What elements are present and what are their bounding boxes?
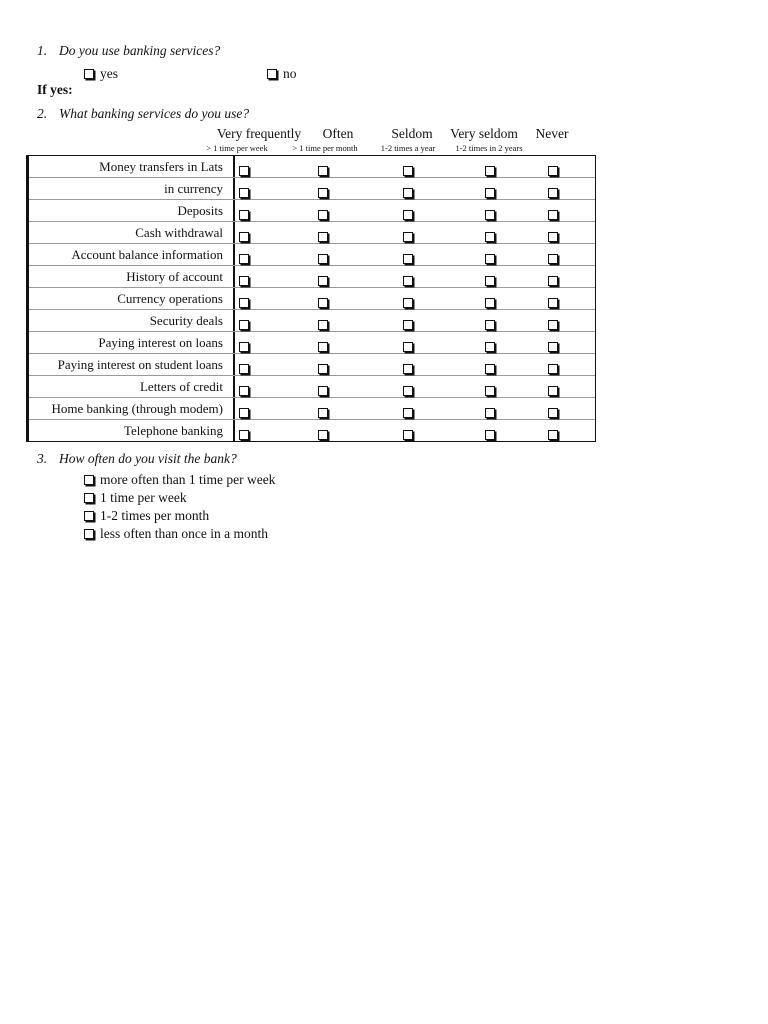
checkbox-icon[interactable]: [318, 254, 328, 264]
frequency-checkbox-col-3[interactable]: [403, 427, 413, 445]
checkbox-icon[interactable]: [318, 232, 328, 242]
column-sub-very-frequently: > 1 time per week: [206, 143, 268, 153]
checkbox-icon[interactable]: [318, 386, 328, 396]
checkbox-icon[interactable]: [485, 430, 495, 440]
checkbox-icon[interactable]: [403, 188, 413, 198]
checkbox-icon[interactable]: [485, 210, 495, 220]
question-1: [37, 43, 220, 59]
frequency-checkbox-col-2[interactable]: [318, 427, 328, 445]
question-3-text: How often do you visit the bank?: [59, 451, 237, 466]
table-row: [29, 200, 595, 222]
row-label: in currency: [164, 181, 223, 196]
frequency-checkbox-col-4[interactable]: [485, 427, 495, 445]
if-yes-label: If yes:: [37, 82, 73, 97]
row-label: Deposits: [177, 203, 223, 218]
checkbox-icon[interactable]: [318, 188, 328, 198]
row-label: Security deals: [149, 313, 223, 328]
checkbox-icon[interactable]: [239, 408, 249, 418]
column-sub-very-seldom: 1-2 times in 2 years: [455, 143, 523, 153]
checkbox-icon[interactable]: [239, 254, 249, 264]
checkbox-icon[interactable]: [239, 364, 249, 374]
question-2-number: 2.: [37, 106, 48, 121]
table-row: [29, 156, 595, 178]
row-label: History of account: [126, 269, 223, 284]
checkbox-icon[interactable]: [548, 166, 558, 176]
table-row: [29, 266, 595, 288]
column-sub-often: > 1 time per month: [292, 143, 358, 153]
checkbox-icon[interactable]: [485, 386, 495, 396]
q3-option-4[interactable]: [84, 526, 268, 542]
column-header-very-seldom: Very seldom: [450, 126, 518, 141]
checkbox-icon[interactable]: [403, 254, 413, 264]
checkbox-icon[interactable]: [485, 232, 495, 242]
table-row: [29, 244, 595, 266]
checkbox-icon[interactable]: [84, 493, 94, 503]
checkbox-icon[interactable]: [318, 298, 328, 308]
checkbox-icon[interactable]: [485, 408, 495, 418]
checkbox-icon[interactable]: [267, 69, 277, 79]
column-sub-seldom: 1-2 times a year: [380, 143, 436, 153]
row-label: Telephone banking: [123, 423, 223, 438]
checkbox-icon[interactable]: [485, 188, 495, 198]
checkbox-icon[interactable]: [548, 342, 558, 352]
checkbox-icon[interactable]: [403, 298, 413, 308]
checkbox-icon[interactable]: [403, 320, 413, 330]
table-row: [29, 222, 595, 244]
checkbox-icon[interactable]: [318, 320, 328, 330]
q3-option-2-label: 1 time per week: [100, 490, 187, 505]
checkbox-icon[interactable]: [84, 69, 94, 79]
checkbox-icon[interactable]: [239, 430, 249, 440]
checkbox-icon[interactable]: [403, 232, 413, 242]
table-row: [29, 310, 595, 332]
checkbox-icon[interactable]: [239, 188, 249, 198]
checkbox-icon[interactable]: [403, 210, 413, 220]
checkbox-icon[interactable]: [403, 166, 413, 176]
checkbox-icon[interactable]: [318, 276, 328, 286]
checkbox-icon[interactable]: [239, 298, 249, 308]
checkbox-icon[interactable]: [318, 166, 328, 176]
table-row: [29, 332, 595, 354]
checkbox-icon[interactable]: [403, 342, 413, 352]
table-row: [29, 398, 595, 420]
q3-option-1[interactable]: [84, 472, 275, 488]
frequency-checkbox-col-1[interactable]: [239, 427, 249, 445]
checkbox-icon[interactable]: [403, 408, 413, 418]
question-3-number: 3.: [37, 451, 48, 466]
checkbox-icon[interactable]: [84, 529, 94, 539]
row-label: Money transfers in Lats: [99, 159, 223, 174]
checkbox-icon[interactable]: [548, 386, 558, 396]
frequency-checkbox-col-5[interactable]: [548, 427, 558, 445]
checkbox-icon[interactable]: [485, 276, 495, 286]
row-label: Currency operations: [117, 291, 223, 306]
row-label: Letters of credit: [139, 379, 223, 394]
checkbox-icon[interactable]: [485, 364, 495, 374]
checkbox-icon[interactable]: [318, 408, 328, 418]
q1-option-no[interactable]: [267, 66, 297, 82]
row-label: Account balance information: [71, 247, 223, 262]
checkbox-icon[interactable]: [548, 210, 558, 220]
checkbox-icon[interactable]: [403, 430, 413, 440]
column-header-seldom: Seldom: [391, 126, 433, 141]
checkbox-icon[interactable]: [548, 298, 558, 308]
row-label: Home banking (through modem): [51, 401, 223, 416]
table-row: [29, 376, 595, 398]
checkbox-icon[interactable]: [548, 320, 558, 330]
table-row: [29, 420, 595, 442]
checkbox-icon[interactable]: [485, 320, 495, 330]
checkbox-icon[interactable]: [403, 386, 413, 396]
column-header-very-frequently: Very frequently: [216, 126, 302, 141]
checkbox-icon[interactable]: [403, 276, 413, 286]
checkbox-icon[interactable]: [239, 320, 249, 330]
table-row: [29, 354, 595, 376]
question-1-number: 1.: [37, 43, 48, 58]
table-row: [29, 288, 595, 310]
checkbox-icon[interactable]: [485, 342, 495, 352]
checkbox-icon[interactable]: [548, 408, 558, 418]
question-2: [37, 106, 249, 122]
checkbox-icon[interactable]: [548, 232, 558, 242]
checkbox-icon[interactable]: [403, 364, 413, 374]
q3-option-3-label: 1-2 times per month: [100, 508, 210, 523]
checkbox-icon[interactable]: [548, 430, 558, 440]
checkbox-icon[interactable]: [485, 166, 495, 176]
checkbox-icon[interactable]: [318, 364, 328, 374]
checkbox-icon[interactable]: [239, 232, 249, 242]
row-label: Cash withdrawal: [135, 225, 223, 240]
q1-option-no-label: no: [283, 66, 297, 81]
checkbox-icon[interactable]: [84, 475, 94, 485]
q3-option-3[interactable]: [84, 508, 209, 524]
column-header-never: Never: [535, 126, 569, 141]
checkbox-icon[interactable]: [548, 254, 558, 264]
checkbox-icon[interactable]: [84, 511, 94, 521]
row-label: Paying interest on student loans: [57, 357, 223, 372]
q1-option-yes[interactable]: [84, 66, 118, 82]
checkbox-icon[interactable]: [239, 166, 249, 176]
checkbox-icon[interactable]: [239, 386, 249, 396]
q1-option-yes-label: yes: [100, 66, 118, 81]
checkbox-icon[interactable]: [239, 276, 249, 286]
q3-option-4-label: less often than once in a month: [100, 526, 268, 541]
checkbox-icon[interactable]: [239, 210, 249, 220]
checkbox-icon[interactable]: [485, 254, 495, 264]
checkbox-icon[interactable]: [485, 298, 495, 308]
question-2-text: What banking services do you use?: [59, 106, 250, 121]
question-3: [37, 451, 237, 467]
checkbox-icon[interactable]: [548, 276, 558, 286]
table-row: [29, 178, 595, 200]
column-header-often: Often: [322, 126, 354, 141]
checkbox-icon[interactable]: [548, 364, 558, 374]
q3-option-1-label: more often than 1 time per week: [100, 472, 276, 487]
q3-option-2[interactable]: [84, 490, 187, 506]
checkbox-icon[interactable]: [318, 430, 328, 440]
checkbox-icon[interactable]: [548, 188, 558, 198]
checkbox-icon[interactable]: [318, 342, 328, 352]
checkbox-icon[interactable]: [318, 210, 328, 220]
checkbox-icon[interactable]: [239, 342, 249, 352]
row-label: Paying interest on loans: [98, 335, 223, 350]
services-frequency-table: [26, 155, 596, 442]
question-1-text: Do you use banking services?: [59, 43, 221, 58]
